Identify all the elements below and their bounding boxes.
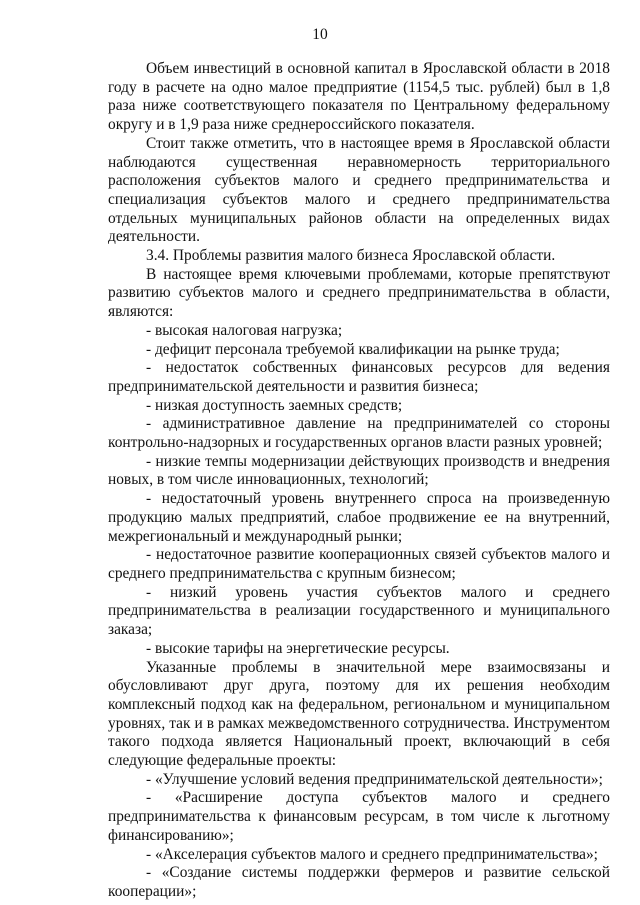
list-item: - низкий уровень участия субъектов малого и среднего предпринимательства в реализации государственного и муниципального заказа;: [108, 583, 610, 639]
list-item: - высокие тарифы на энергетические ресурсы.: [146, 639, 450, 657]
list-item: - дефицит персонала требуемой квалификации на рынке труда;: [146, 340, 560, 358]
list-item: - недостаточное развитие кооперационных связей субъектов малого и среднего предпринимательства с крупным бизнесом;: [108, 546, 610, 582]
list-item: - административное давление на предпринимателей со стороны контрольно-надзорных и государственных органов власти разных уровней;: [108, 415, 610, 452]
list-item: - высокая налоговая нагрузка;: [146, 321, 343, 339]
paragraph-problems-intro: В настоящее время ключевыми проблемами, которые препятствуют развитию субъектов малого и среднего предпринимательства в области, являются:: [108, 265, 610, 321]
list-item: - низкие темпы модернизации действующих производств и внедрения новых, в том числе инновационных, технологий;: [108, 452, 610, 489]
paragraph-territorial: Стоит также отметить, что в настоящее время в Ярославской области наблюдаются существенная неравномерность территориального расположения субъектов малого и среднего предпринимательства и специализация субъектов малого и среднего предпринимательства отдельных муниципальных районов области на определенных видах деятельности.: [108, 134, 610, 246]
list-item: - недостаток собственных финансовых ресурсов для ведения предпринимательской деятельности и развития бизнеса;: [108, 359, 610, 395]
list-item: - низкая доступность заемных средств;: [146, 396, 403, 414]
paragraph-investment: Объем инвестиций в основной капитал в Ярославской области в 2018 году в расчете на одно малое предприятие (1154,5 тыс. рублей) был в 1,8 раза ниже соответствующего показателя по Центральному федеральному округу и в 1,9 раза ниже среднероссийского показателя.: [108, 60, 610, 134]
list-item: - «Расширение доступа субъектов малого и среднего предпринимательства к финансовым ресурсам, в том числе к льготному финансированию»;: [108, 789, 610, 844]
list-item: - «Акселерация субъектов малого и среднего предпринимательства»;: [146, 845, 598, 863]
list-item: - недостаточный уровень внутреннего спроса на произведенную продукцию малых предприятий, слабое продвижение ее на внутренний, межрегиональный и международный рынки;: [108, 490, 610, 545]
section-heading: 3.4. Проблемы развития малого бизнеса Ярославской области.: [146, 247, 556, 265]
list-item: - «Создание системы поддержки фермеров и развитие сельской кооперации»;: [108, 864, 610, 900]
document-body: [108, 60, 610, 902]
page-number: 10: [312, 26, 328, 43]
paragraph-national-project: Указанные проблемы в значительной мере взаимосвязаны и обусловливают друг друга, поэтому для их решения необходим комплексный подход как на федеральном, региональном и муниципальном уровнях, так и в рамках межведомственного сотрудничества. Инструментом такого подхода является Национальный проект, включающий в себя следующие федеральные проекты:: [108, 658, 610, 770]
list-item: - «Улучшение условий ведения предпринимательской деятельности»;: [146, 770, 603, 788]
